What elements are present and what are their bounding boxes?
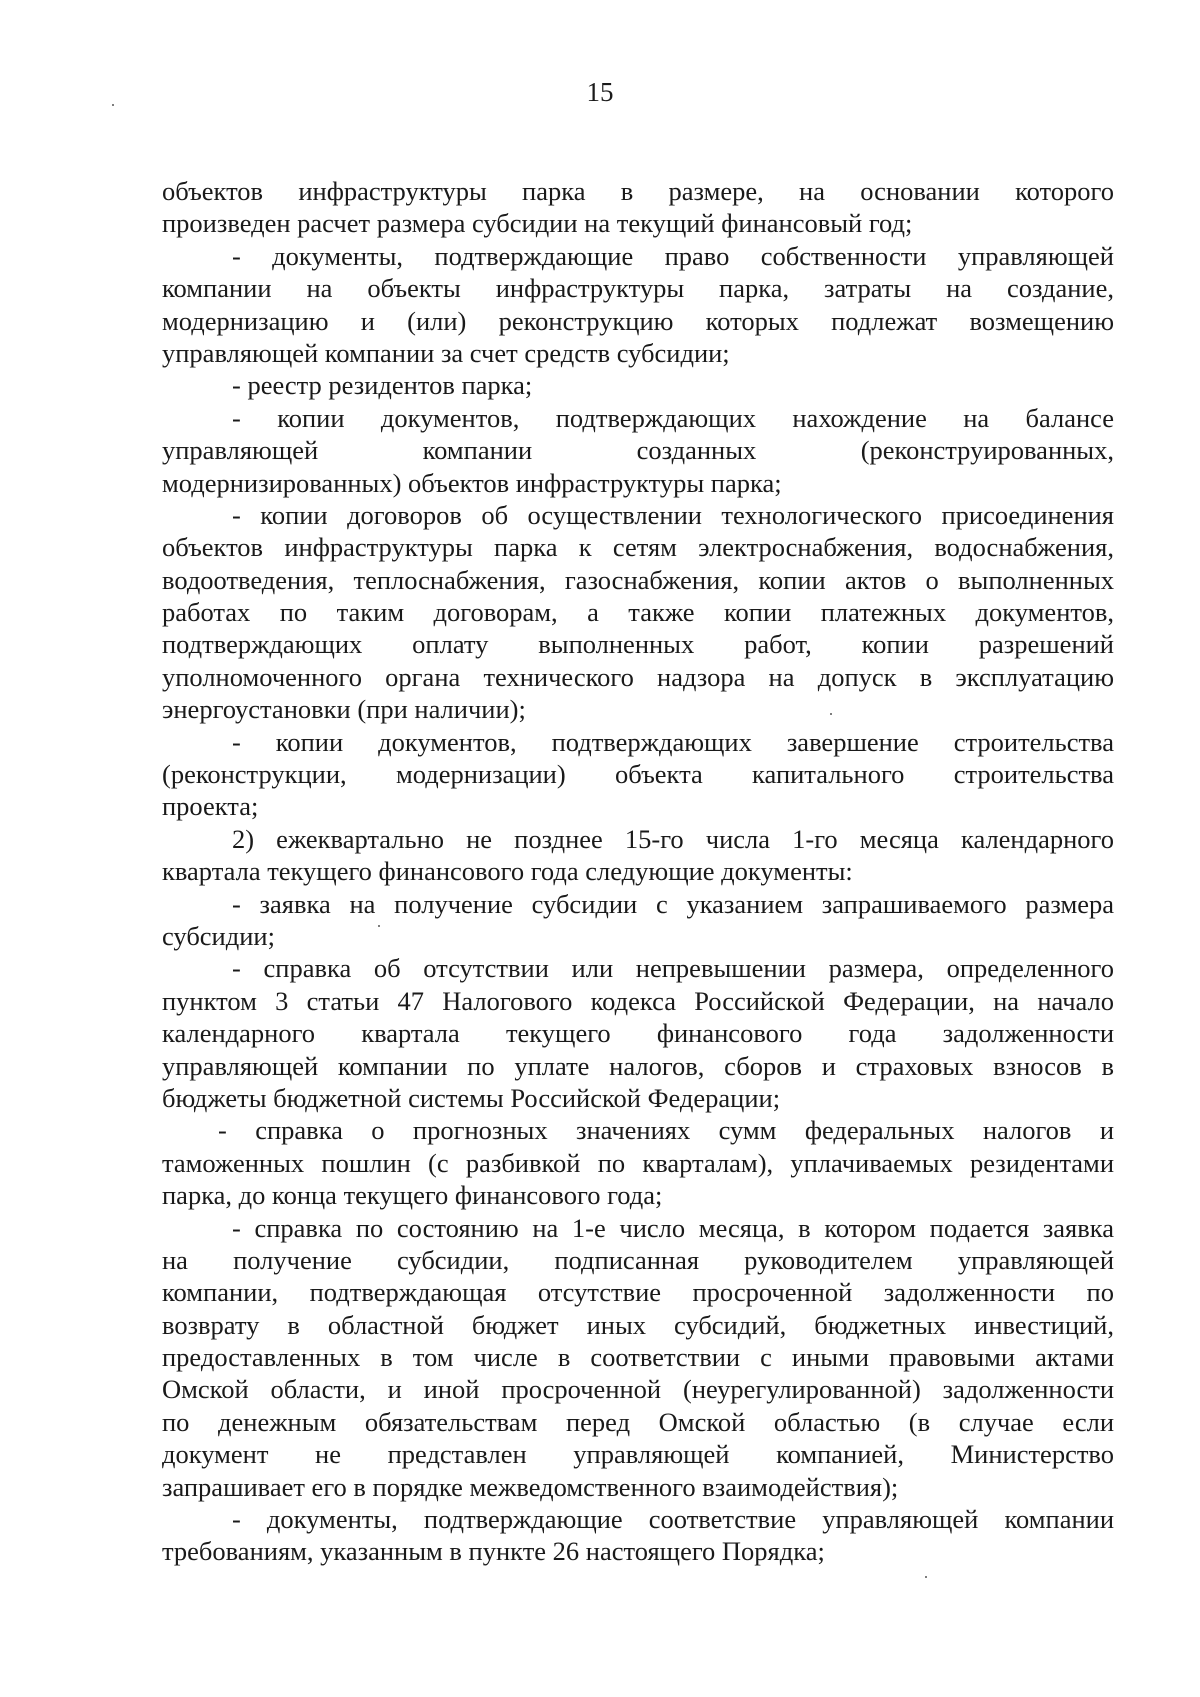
- text-line: парка, до конца текущего финансового года;: [162, 1180, 663, 1211]
- text-line: пунктом 3 статьи 47 Налогового кодекса Российской Федерации, на начало: [162, 985, 1114, 1016]
- text-line: компании, подтверждающая отсутствие просроченной задолженности по: [162, 1277, 1114, 1308]
- text-line: подтверждающих оплату выполненных работ, копии разрешений: [162, 629, 1114, 660]
- text-line: работах по таким договорам, а также копии платежных документов,: [162, 597, 1114, 628]
- text-line: проекта;: [162, 791, 259, 822]
- text-line: Омской области, и иной просроченной (неурегулированной) задолженности: [162, 1374, 1114, 1405]
- scan-speck: [925, 1576, 927, 1578]
- text-line: объектов инфраструктуры парка к сетям электроснабжения, водоснабжения,: [162, 532, 1114, 563]
- text-line: запрашивает его в порядке межведомственного взаимодействия);: [162, 1471, 899, 1502]
- text-line: компании на объекты инфраструктуры парка, затраты на создание,: [162, 273, 1114, 304]
- text-line: энергоустановки (при наличии);: [162, 694, 526, 725]
- text-line: 2) ежеквартально не позднее 15-го числа 1-го месяца календарного: [232, 823, 1114, 854]
- text-line: - копии договоров об осуществлении технологического присоединения: [232, 499, 1114, 530]
- text-line: - документы, подтверждающие право собственности управляющей: [232, 240, 1114, 271]
- scan-speck: [378, 925, 380, 927]
- text-line: предоставленных в том числе в соответствии с иными правовыми актами: [162, 1342, 1114, 1373]
- text-line: возврату в областной бюджет иных субсидий, бюджетных инвестиций,: [162, 1309, 1114, 1340]
- text-line: календарного квартала текущего финансового года задолженности: [162, 1018, 1114, 1049]
- text-line: - заявка на получение субсидии с указанием запрашиваемого размера: [232, 888, 1114, 919]
- text-line: документ не представлен управляющей компанией, Министерство: [162, 1439, 1114, 1470]
- text-line: модернизацию и (или) реконструкцию которых подлежат возмещению: [162, 305, 1114, 336]
- text-line: - копии документов, подтверждающих нахождение на балансе: [232, 402, 1114, 433]
- text-line: уполномоченного органа технического надзора на допуск в эксплуатацию: [162, 661, 1114, 692]
- text-line: на получение субсидии, подписанная руководителем управляющей: [162, 1244, 1114, 1275]
- text-line: требованиям, указанным в пункте 26 настоящего Порядка;: [162, 1536, 825, 1567]
- text-line: - реестр резидентов парка;: [232, 370, 533, 401]
- text-line: объектов инфраструктуры парка в размере, на основании которого: [162, 176, 1114, 206]
- text-line: - справка об отсутствии или непревышении размера, определенного: [232, 953, 1114, 984]
- text-line: - справка о прогнозных значениях сумм федеральных налогов и: [218, 1115, 1114, 1146]
- text-line: управляющей компании за счет средств субсидии;: [162, 337, 730, 368]
- text-line: - справка по состоянию на 1-е число месяца, в котором подается заявка: [232, 1212, 1114, 1243]
- text-line: (реконструкции, модернизации) объекта капитального строительства: [162, 759, 1114, 790]
- text-line: субсидии;: [162, 920, 275, 951]
- text-line: - документы, подтверждающие соответствие управляющей компании: [232, 1504, 1114, 1535]
- page-number: 15: [586, 77, 614, 107]
- scan-speck: [112, 104, 114, 106]
- text-line: - копии документов, подтверждающих завершение строительства: [232, 726, 1114, 757]
- document-body: [162, 175, 1114, 1568]
- text-line: управляющей компании созданных (реконструированных,: [162, 435, 1114, 466]
- text-line: модернизированных) объектов инфраструктуры парка;: [162, 467, 782, 498]
- scan-speck: [830, 713, 832, 715]
- text-line: управляющей компании по уплате налогов, сборов и страховых взносов в: [162, 1050, 1114, 1081]
- text-line: таможенных пошлин (с разбивкой по кварталам), уплачиваемых резидентами: [162, 1147, 1114, 1178]
- text-line: квартала текущего финансового года следующие документы:: [162, 856, 853, 887]
- text-line: бюджеты бюджетной системы Российской Федерации;: [162, 1082, 781, 1113]
- text-line: по денежным обязательствам перед Омской областью (в случае если: [162, 1406, 1114, 1437]
- text-line: водоотведения, теплоснабжения, газоснабжения, копии актов о выполненных: [162, 564, 1114, 595]
- text-line: произведен расчет размера субсидии на текущий финансовый год;: [162, 208, 913, 239]
